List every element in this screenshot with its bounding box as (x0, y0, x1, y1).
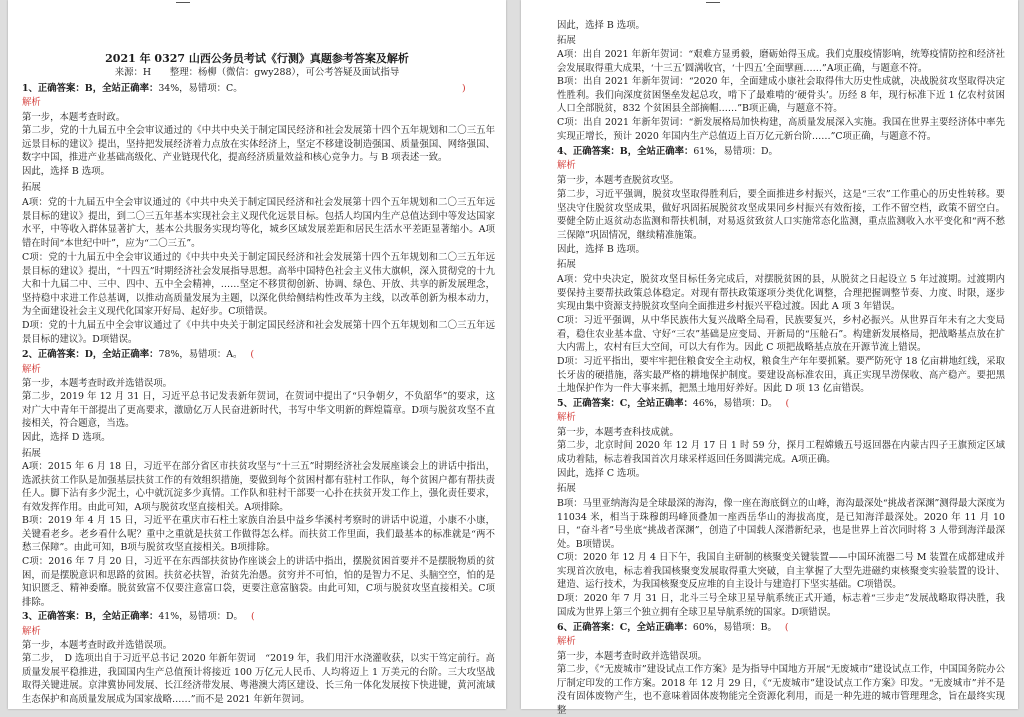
conclusion: 因此，选择 C 选项。 (557, 468, 646, 479)
extension-label: 拓展 (557, 35, 576, 46)
answer-stats: 46%，易错项：D。 (692, 398, 778, 409)
analysis-step-1: 第一步，本题考查科技成就。 (557, 427, 679, 438)
analysis-step-1: 第一步，本题考查时政。 (22, 112, 126, 123)
option-explanation-a: A项：党的十九届五中全会审议通过的《中共中央关于制定国民经济和社会发展第十四个五年规划和二〇三五年远景目标的建议》提出，到二〇三五年基本实现社会主义现代化远景目标。包括人均国内生产总值达到中等发达国家水平，中等收入群体显著扩大，基本公共服务实现均等化，城乡区域发展差距和居民生活水平差距显著缩小。A项错在时间“本世纪中叶”，应为“二〇三五”。 (22, 197, 495, 249)
page-header-mark (706, 2, 720, 3)
answer-label: 2、正确答案：D，全站正确率： (22, 349, 159, 360)
option-explanation-c: C项：党的十九届五中全会审议通过的《中共中央关于制定国民经济和社会发展第十四个五年规划和二〇三五年远景目标的建议》提出，“十四五”时期经济社会发展指导思想。高举中国特色社会主义伟大旗帜，深入贯彻党的十九大和十九届二中、三中、四中、五中全会精神，……坚定不移贯彻创新、协调、绿色、开放、共享的新发展理念，坚持稳中求进工作总基调，以推动高质量发展为主题，以深化供给侧结构性改革为主线，以改革创新为根本动力，为全面建设社会主义现代化国家开好局、起好步。C项错误。 (22, 252, 495, 318)
analysis-step-2: 第二步，习近平强调，脱贫攻坚取得胜利后，要全面推进乡村振兴，这是“三农”工作重心的历史性转移。要坚决守住脱贫攻坚成果，做好巩固拓展脱贫攻坚成果同乡村振兴有效衔接，工作不留空档，政策不留空白。要健全防止返贫动态监测和帮扶机制，对易返贫致贫人口实施常态化监测，重点监测收入水平变化和“两不愁三保障”巩固情况，继续精准施策。 (557, 189, 1005, 241)
conclusion: 因此，选择 B 选项。 (22, 166, 110, 177)
answer-label: 6、正确答案：C，全站正确率： (557, 622, 693, 633)
extension-label: 拓展 (557, 259, 576, 270)
option-explanation-a: A项：党中央决定，脱贫攻坚目标任务完成后，对摆脱贫困的县，从脱贫之日起设立 5 年过渡期。过渡期内要保持主要帮扶政策总体稳定。对现有帮扶政策逐项分类优化调整，合理把握调整节奏、力度、时限，逐步实现由集中资源支持脱贫攻坚向全面推进乡村振兴平稳过渡。因此 A 项 3 年错误。 (557, 274, 1005, 313)
conclusion: 因此，选择 B 选项。 (557, 244, 645, 255)
analysis-label: 解析 (557, 636, 576, 647)
analysis-step-2: 第二步， D 选项出自于习近平总书记 2020 年新年贺词 “2019 年，我们用汗水浇灌收获，以实干笃定前行。高质量发展平稳推进，我国国内生产总值预计将接近 100 万亿元人民币、人均将迈上 1 万美元的台阶。三大攻坚战取得关键进展。京津冀协同发展、长江经济带发展、粤港澳大湾区建设、长三角一体化发展按下快进键，黄河流域生态保护和高质量发展成为国家战略……”而不是 2021 年新年贺词。 (22, 653, 495, 705)
answer-stats: 41%，易错项：D。 (158, 611, 243, 622)
analysis-step-1: 第一步，本题考查时政并选错误项。 (22, 640, 173, 651)
analysis-label: 解析 (22, 97, 41, 108)
answer-line-q6 (557, 621, 1005, 635)
answer-line-q1 (22, 82, 495, 96)
option-explanation-b: B项：2019 年 4 月 15 日，习近平在重庆市石柱土家族自治县中益乡华溪村考察时的讲话中说道，小康不小康，关键看老乡。老乡看什么呢？重中之重就是扶贫工作做得怎么样。而扶贫工作里面，我们最基本的标准就是“两不愁三保障”。由此可知，B项与脱贫攻坚直接相关。B项排除。 (22, 515, 495, 554)
option-explanation-b: B项：出自 2021 年新年贺词：“2020 年，全面建成小康社会取得伟大历史性成就，决战脱贫攻坚取得决定性胜利。我们向深度贫困堡垒发起总攻，啃下了最难啃的‘硬骨头’。历经 8 年，现行标准下近 1 亿农村贫困人口全部脱贫，832 个贫困县全部摘帽……”B项正确，与题意不符。 (557, 76, 1005, 115)
option-explanation-b: B项：马里亚纳海沟是全球最深的海沟，像一座在海底倒立的山峰，海沟最深处“挑战者深渊”测得最大深度为 11034 米，相当于珠穆朗玛峰顶叠加一座西岳华山的海拔高度，是已知海洋最深处。2020 年 11 月 10 日，“奋斗者”号坐底“挑战者深渊”，创造了中国载人深潜新纪录，也是世界上首次同时将 3 人带到海洋最深处。B项错误。 (557, 498, 1005, 550)
answer-label: 3、正确答案：B，全站正确率： (22, 611, 159, 622)
source-line: 来源：H 整理：杨柳（微信：gwy288），可公考答疑及面试指导 (114, 67, 400, 78)
page-left (8, 0, 506, 709)
analysis-step-2: 第二步，北京时间 2020 年 12 月 17 日 1 时 59 分，探月工程嫦娥五号返回器在内蒙古四子王旗预定区域成功着陆，标志着我国首次月球采样返回任务圆满完成。A项正确。 (557, 440, 1005, 465)
answer-stats: 78%，易错项：A。 (158, 349, 243, 360)
conclusion: 因此，选择 B 选项。 (557, 20, 645, 31)
answer-line-q4 (557, 145, 1005, 159)
page-right (521, 0, 1018, 716)
analysis-step-2: 第二步，2019 年 12 月 31 日，习近平总书记发表新年贺词，在贺词中提出了“只争朝夕，不负韶华”的要求，这对广大中青年干部提出了更高要求，激励亿万人民奋进新时代，书写中华文明新的辉煌篇章。D项与脱贫攻坚不直接相关，符合题意，当选。 (22, 391, 495, 430)
analysis-step-2: 第二步，党的十九届五中全会审议通过的《中共中央关于制定国民经济和社会发展第十四个五年规划和二〇三五年远景目标的建议》提出，坚持把发展经济着力点放在实体经济上，坚定不移建设制造强国、质量强国、网络强国、数字中国，推进产业基础高级化、产业链现代化，提高经济质量效益和核心竞争力。与 B 项表述一致。 (22, 125, 495, 164)
page-header-mark (176, 2, 190, 3)
answer-label: 5、正确答案：C，全站正确率： (557, 398, 693, 409)
option-explanation-d: D项：党的十九届五中全会审议通过了《中共中央关于制定国民经济和社会发展第十四个五年规划和二〇三五年远景目标的建议》。D项错误。 (22, 320, 495, 345)
analysis-step-1: 第一步，本题考查脱贫攻坚。 (557, 175, 679, 186)
answer-label: 1、正确答案：B，全站正确率： (22, 83, 159, 94)
answer-line-q5 (557, 397, 1005, 411)
option-explanation-c: C项：习近平强调，从中华民族伟大复兴战略全局看，民族要复兴，乡村必振兴。从世界百年未有之大变局看，稳住农业基本盘、守好“三农”基础是应变局、开新局的“压舱石”。构建新发展格局，把战略基点放在扩大内需上，农村有巨大空间，可以大有作为。因此 C 项把战略基点放在开源节流上错误。 (557, 315, 1005, 354)
analysis-step-2: 第二步，《“无废城市”建设试点工作方案》是为指导中国地方开展“无废城市”建设试点工作，中国国务院办公厅制定印发的工作方案。2018 年 12 月 29 日，《“无废城市”建设试点工作方案》印发。“无废城市”并不是没有固体废物产生，也不意味着固体废物能完全资源化利用，而是一种先进的城市管理理念，旨在最终实现整 (557, 664, 1005, 716)
annotation-mark: ( (250, 611, 255, 622)
answer-line-q3 (22, 610, 495, 624)
doc-title: 2021 年 0327 山西公务员考试《行测》真题参考答案及解析 (105, 52, 409, 65)
answer-label: 4、正确答案：B，全站正确率： (557, 146, 694, 157)
answer-stats: 60%，易错项：B。 (692, 622, 777, 633)
annotation-mark: ) (462, 83, 466, 94)
answer-line-q2 (22, 348, 495, 362)
analysis-label: 解析 (557, 160, 576, 171)
analysis-label: 解析 (22, 364, 41, 375)
analysis-label: 解析 (557, 412, 576, 423)
analysis-step-1: 第一步，本题考查时政并选错误项。 (22, 378, 173, 389)
analysis-label: 解析 (22, 626, 41, 637)
option-explanation-a: A项：出自 2021 年新年贺词：“艰难方显勇毅，磨砺始得玉成。我们克服疫情影响，统筹疫情防控和经济社会发展取得重大成果，‘十三五’圆满收官，‘十四五’全面擘画……”A项正确，与题意不符。 (557, 49, 1005, 74)
analysis-step-1: 第一步，本题考查时政并选错误项。 (557, 651, 708, 662)
annotation-mark: ( (250, 349, 255, 360)
option-explanation-d: D项：2020 年 7 月 31 日，北斗三号全球卫星导航系统正式开通，标志着“三步走”发展战略取得决胜，我国成为世界上第三个独立拥有全球卫星导航系统的国家。D项错误。 (557, 593, 1005, 618)
extension-label: 拓展 (22, 448, 41, 459)
annotation-mark: ( (785, 398, 790, 409)
answer-stats: 34%，易错项：C。 (158, 83, 243, 94)
conclusion: 因此，选择 D 选项。 (22, 432, 111, 443)
option-explanation-a: A项：2015 年 6 月 18 日，习近平在部分省区市扶贫攻坚与“十三五”时期经济社会发展座谈会上的讲话中指出，选派扶贫工作队是加强基层扶贫工作的有效组织措施，要做到每个贫困村都有驻村工作队，每个贫困户都有帮扶责任人。脚下沾有多少泥土，心中就沉淀多少真情。工作队和驻村干部要一心扑在扶贫开发工作上，强化责任要求，有效发挥作用。由此可知，A项与脱贫攻坚直接相关。A项排除。 (22, 461, 495, 513)
extension-label: 拓展 (557, 483, 576, 494)
extension-label: 拓展 (22, 182, 41, 193)
option-explanation-c: C项：2016 年 7 月 20 日，习近平在东西部扶贫协作座谈会上的讲话中指出，摆脱贫困首要并不是摆脱物质的贫困，而是摆脱意识和思路的贫困。扶贫必扶智，治贫先治愚。贫穷并不可怕，怕的是智力不足、头脑空空，怕的是知识匮乏、精神委靡。脱贫致富不仅要注意富口袋，更要注意富脑袋。由此可知，C项与脱贫攻坚直接相关。C项排除。 (22, 556, 495, 608)
option-explanation-c: C项：出自 2021 年新年贺词：“新发展格局加快构建，高质量发展深入实施。我国在世界主要经济体中率先实现正增长，预计 2020 年国内生产总值迈上百万亿元新台阶……”C项正确，与题意不符。 (557, 117, 1005, 142)
annotation-mark: ( (784, 622, 789, 633)
answer-stats: 61%，易错项：D。 (693, 146, 778, 157)
option-explanation-c: C项：2020 年 12 月 4 日下午，我国自主研制的核聚变关键装置——中国环流器二号 M 装置在成都建成并实现首次放电，标志着我国核聚变发展取得重大突破，自主掌握了大型先进磁约束核聚变实验装置的设计、建造、运行技术，为我国核聚变反应堆的自主设计与建造打下坚实基础。C项错误。 (557, 552, 1005, 591)
option-explanation-d: D项：习近平指出，要牢牢把住粮食安全主动权，粮食生产年年要抓紧。要严防死守 18 亿亩耕地红线，采取长牙齿的硬措施，落实最严格的耕地保护制度。要建设高标准农田，真正实现旱涝保收、高产稳产。要把黑土地保护作为一件大事来抓，把黑土地用好养好。因此 D 项 13 亿亩错误。 (557, 356, 1005, 395)
